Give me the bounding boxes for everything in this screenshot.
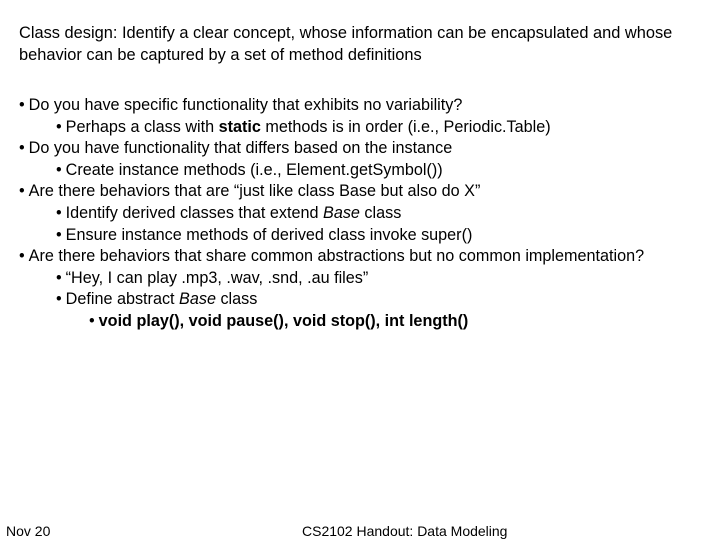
bullet-text: Create instance methods (i.e., Element.getSymbol()) [65,160,443,179]
bullet-list [19,95,699,333]
bullet-text: Base [323,203,360,222]
bullet-marker: • [56,268,62,287]
bullet-marker: • [56,160,62,179]
bullet-marker: • [56,203,62,222]
bullet-item-level-2 [19,117,699,139]
bullet-item-level-1 [19,95,699,117]
bullet-item-level-1 [19,138,699,160]
bullet-item-level-2 [19,225,699,247]
bullet-item-level-2 [19,289,699,311]
bullet-text: Are there behaviors that are “just like class Base but also do X” [28,182,481,201]
bullet-text: class [359,203,402,222]
bullet-text: Do you have specific functionality that exhibits no variability? [28,96,463,114]
bullet-marker: • [56,117,62,136]
footer-course: CS2102 Handout: Data Modeling [302,523,508,539]
slide-title: Class design: Identify a clear concept, whose information can be encapsulated and whose behavior can be captured by a set of method definitions [19,24,673,64]
bullet-item-level-3 [19,311,699,333]
bullet-text: Ensure instance methods of derived class invoke super() [65,225,473,244]
bullet-text: Base [179,290,216,309]
bullet-marker: • [19,139,25,158]
footer-date: Nov 20 [6,523,51,539]
bullet-text: Are there behaviors that share common abstractions but no common implementation? [28,247,645,266]
bullet-item-level-2 [19,268,699,290]
bullet-marker: • [19,96,25,114]
bullet-item-level-1 [19,181,699,203]
bullet-item-level-2 [19,203,699,225]
bullet-text: Identify derived classes that extend [65,203,324,222]
bullet-text: methods is in order (i.e., Periodic.Table) [260,117,551,136]
bullet-text: void play(), void pause(), void stop(), int length() [98,311,469,330]
bullet-text: Define abstract [65,290,180,309]
bullet-item-level-2 [19,160,699,182]
bullet-text: static [218,117,261,136]
bullet-text: Do you have functionality that differs based on the instance [28,139,453,158]
bullet-text: “Hey, I can play .mp3, .wav, .snd, .au files” [65,268,369,287]
bullet-marker: • [56,290,62,309]
bullet-text: Perhaps a class with [65,117,219,136]
bullet-marker: • [89,311,95,330]
bullet-marker: • [19,247,25,266]
bullet-marker: • [19,182,25,201]
bullet-text: class [215,290,258,309]
bullet-item-level-1 [19,246,699,268]
bullet-marker: • [56,225,62,244]
